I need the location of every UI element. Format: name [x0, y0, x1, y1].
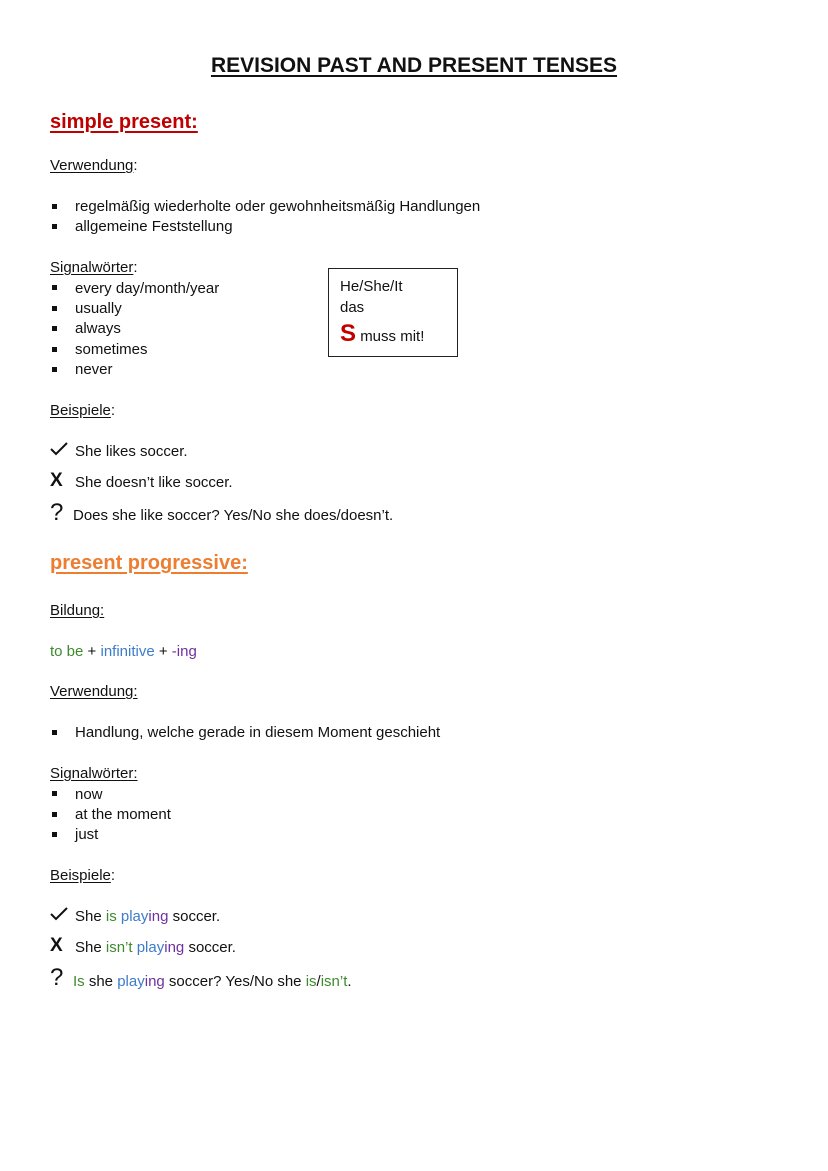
note-line-3-text: muss mit!: [360, 328, 425, 345]
sp-usage-item: regelmäßig wiederholte oder gewohnheitsmäßig Handlungen: [75, 198, 481, 215]
formation-ing: -ing: [171, 643, 197, 660]
simple-present-heading: simple present:: [50, 111, 198, 133]
pp-usage-item: Handlung, welche gerade in diesem Moment geschieht: [75, 724, 441, 741]
sp-signal-item: every day/month/year: [75, 280, 220, 297]
formation-plus: +: [83, 643, 101, 660]
sp-usage-item: allgemeine Feststellung: [75, 218, 233, 235]
text-part: She: [75, 908, 106, 925]
pp-example-question: [73, 974, 352, 989]
pp-formation-label: Bildung:: [50, 602, 105, 619]
sp-examples-label: Beispiele:: [50, 402, 116, 419]
pp-formation-rule: [50, 644, 197, 659]
bullet-icon: [52, 730, 57, 735]
bullet-icon: [52, 812, 57, 817]
verb-be: Is: [73, 973, 85, 990]
present-progressive-heading: present progressive:: [50, 552, 248, 574]
sp-signal-item: sometimes: [75, 341, 148, 358]
bullet-icon: [52, 832, 57, 837]
text-part: .: [347, 973, 352, 990]
text-part: /: [316, 973, 321, 990]
text-part: soccer.: [184, 939, 236, 956]
verb-be: isn’t: [105, 939, 133, 956]
question-icon: ?: [50, 499, 64, 526]
pp-example-negative: [75, 940, 236, 955]
sp-signal-item: usually: [75, 300, 122, 317]
bullet-icon: [52, 347, 57, 352]
sp-example-negative: She doesn’t like soccer.: [75, 474, 233, 491]
pp-signal-label: Signalwörter:: [50, 765, 138, 782]
pp-examples-label: Beispiele:: [50, 867, 116, 884]
bullet-icon: [52, 285, 57, 290]
verb-be: is: [105, 908, 117, 925]
question-icon: ?: [50, 964, 64, 991]
sp-signal-item: never: [75, 361, 113, 378]
verb-be-negative: isn’t: [320, 973, 348, 990]
sp-signal-item: always: [75, 320, 121, 337]
pp-signal-item: now: [75, 786, 103, 803]
sp-example-question: Does she like soccer? Yes/No she does/doesn’t.: [73, 507, 394, 524]
x-icon: X: [50, 935, 63, 956]
text-part: soccer.: [168, 908, 221, 925]
note-line-2: das: [340, 299, 365, 316]
page-title: REVISION PAST AND PRESENT TENSES: [210, 54, 618, 77]
note-line-1: He/She/It: [340, 278, 403, 295]
check-icon: [50, 442, 68, 459]
formation-to-be: to be: [50, 643, 84, 660]
pp-signal-item: just: [75, 826, 99, 843]
verb-ing: ing: [164, 939, 185, 956]
verb-infinitive: play: [117, 973, 145, 990]
text-part: She: [75, 939, 106, 956]
pp-signal-item: at the moment: [75, 806, 171, 823]
bullet-icon: [52, 367, 57, 372]
text-part: soccer? Yes/No she: [164, 973, 306, 990]
pp-usage-label: Verwendung:: [50, 683, 138, 700]
bullet-icon: [52, 791, 57, 796]
pp-example-positive: [75, 909, 220, 924]
big-s-letter: S: [340, 320, 357, 347]
sp-signal-label: Signalwörter:: [50, 259, 138, 276]
verb-be: is: [305, 973, 317, 990]
text-part: she: [84, 973, 118, 990]
third-person-note-box: [328, 268, 458, 357]
sp-usage-label: Verwendung:: [50, 157, 138, 174]
bullet-icon: [52, 224, 57, 229]
formation-plus: +: [154, 643, 172, 660]
bullet-icon: [52, 204, 57, 209]
verb-infinitive: play: [120, 908, 149, 925]
bullet-icon: [52, 326, 57, 331]
x-icon: X: [50, 470, 63, 491]
verb-infinitive: play: [136, 939, 165, 956]
verb-ing: ing: [148, 908, 169, 925]
sp-example-positive: She likes soccer.: [75, 443, 188, 460]
verb-ing: ing: [144, 973, 165, 990]
note-line-3: [340, 322, 424, 346]
check-icon: [50, 907, 68, 924]
formation-infinitive: infinitive: [100, 643, 155, 660]
bullet-icon: [52, 306, 57, 311]
